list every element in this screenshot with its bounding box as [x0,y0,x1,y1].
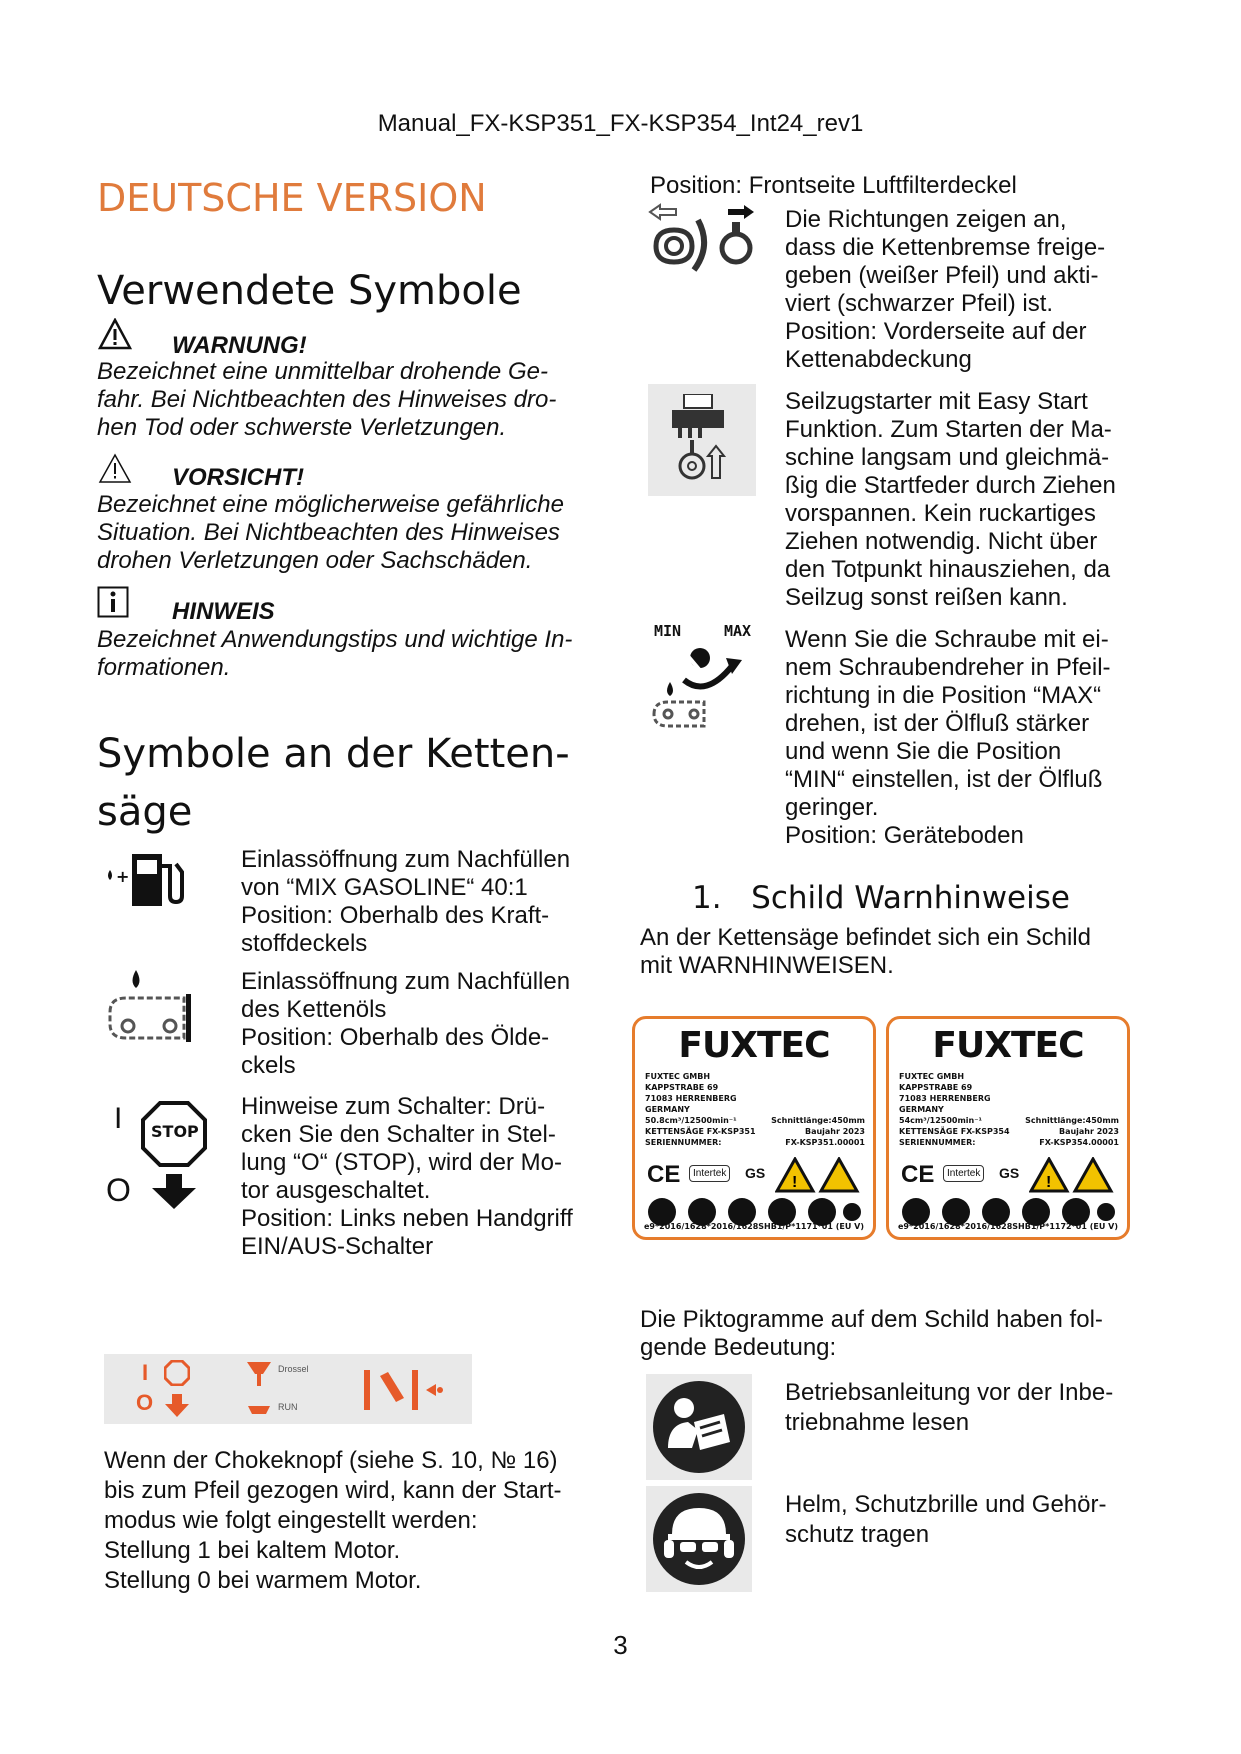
document-header: Manual_FX-KSP351_FX-KSP354_Int24_rev1 [377,110,864,137]
chain-oil-icon [100,968,196,1054]
protective-gear-pictogram-box [646,1486,752,1592]
intertek-mark: Intertek [689,1165,730,1182]
warning-plate-intro: An der Kettensäge befindet sich ein Schild mit WARNHINWEISEN. [640,924,1091,979]
warning-triangles-icon [1029,1157,1119,1193]
note-label: HINWEIS [172,598,275,625]
choke-graphic: I O Drossel RUN [104,1354,472,1424]
plate-specs: Schnittlänge:450mm Baujahr 2023 FX-KSP351.00001 [771,1116,865,1147]
gs-mark: GS [745,1165,766,1181]
oil-flow-icon [648,640,760,730]
on-off-switch-icon [100,1100,210,1212]
choke-start-arrow-icon [360,1366,450,1414]
ce-mark: CE [901,1161,935,1188]
caution-label: VORSICHT! [172,464,304,491]
intertek-mark: Intertek [943,1165,984,1182]
choke-run-label: RUN [278,1402,298,1412]
fuel-text: Einlassöffnung zum Nachfüllen von “MIX GASOLINE“ 40:1 Position: Oberhalb des Kraft- stoffdeckels [241,846,571,957]
read-manual-pictogram-box [646,1374,752,1480]
plate-approval: e9*2016/1628*2016/1628SHB1/P*1171*01 (EU V) [644,1222,864,1231]
protective-gear-text: Helm, Schutzbrille und Gehör- schutz tragen [785,1491,1107,1548]
caution-icon [98,452,132,484]
warning-plate-ksp354 [886,1016,1130,1240]
choke-lever-icon [246,1360,272,1418]
svg-text:!: ! [1046,1174,1052,1191]
chain-brake-text: Die Richtungen zeigen an, dass die Kettenbremse freige- geben (weißer Pfeil) und akti- viert (schwarzer Pfeil) ist. Position: Vorderseite auf der Kettenabdeckung [785,206,1106,373]
choke-stop-icon [164,1360,190,1386]
arrow-down-icon [150,1174,198,1210]
switch-text: Hinweise zum Schalter: Drü- cken Sie den Schalter in Stel- lung “O“ (STOP), wird der Mo- tor ausgeschaltet. Position: Links neben Handgriff EIN/AUS-Schalter [241,1093,573,1260]
plate-address: FUXTEC GMBH KAPPSTRABE 69 71083 HERRENBERG GERMANY 50.8cm³/12500min⁻¹ KETTENSÄGE FX-KSP351 SERIENNUMMER: [645,1072,756,1147]
choke-text: Wenn der Chokeknopf (siehe S. 10, № 16) bis zum Pfeil gezogen wird, kann der Start- modus wie folgt eingestellt werden: Stellung 1 bei kaltem Motor. Stellung 0 bei warmem Motor. [104,1447,562,1594]
on-symbol: I [114,1102,123,1135]
caution-text: Bezeichnet eine möglicherweise gefährliche Situation. Bei Nichtbeachten des Hinweises drohen Verletzungen oder Sachschäden. [97,491,564,574]
oil-refill-text: Einlassöffnung zum Nachfüllen des Kettenöls Position: Oberhalb des Ölde- ckels [241,968,571,1079]
page-number: 3 [613,1630,628,1660]
choke-drossel-label: Drossel [278,1364,309,1374]
oil-min-label: MIN [654,622,682,640]
chain-brake-icon [646,202,758,274]
easy-start-icon-box [648,384,756,496]
svg-text:!: ! [792,1174,798,1191]
plate-approval: e9*2016/1628*2016/1628SHB1/P*1172*01 (EU V) [898,1222,1118,1231]
symbols-heading: Verwendete Symbole [97,268,522,314]
off-symbol: O [106,1172,131,1208]
oil-flow-icon-box [648,620,760,730]
plate-address: FUXTEC GMBH KAPPSTRABE 69 71083 HERRENBERG GERMANY 54cm³/12500min⁻¹ KETTENSÄGE FX-KSP354 SERIENNUMMER: [899,1072,1010,1147]
helmet-goggles-ear-protection-icon [650,1490,748,1588]
warning-icon [98,318,132,350]
easy-start-icon [666,394,738,486]
warning-plate-heading: 1. Schild Warnhinweise [692,880,1070,916]
plate-specs: Schnittlänge:450mm Baujahr 2023 FX-KSP354.00001 [1025,1116,1119,1147]
read-manual-icon [650,1378,748,1476]
warning-text: Bezeichnet eine unmittelbar drohende Ge- fahr. Bei Nichtbeachten des Hinweises dro- hen Tod oder schwerste Verletzungen. [97,358,557,441]
warning-plate-ksp351 [632,1016,876,1240]
easy-start-text: Seilzugstarter mit Easy Start Funktion. Zum Starten der Ma- schine langsam und gleichmä- ßig die Startfeder durch Ziehen vorspannen. Kein ruckartiges Ziehen notwendig. Nicht über den Totpunkt hinausziehen, da Seilzug sonst reißen kann. [785,388,1116,611]
gs-mark: GS [999,1165,1020,1181]
plate-brand: FUXTEC [932,1025,1084,1066]
pictogram-intro: Die Piktogramme auf dem Schild haben fol- gende Bedeutung: [640,1306,1103,1361]
saw-symbols-heading: Symbole an der Ketten- säge [97,731,570,835]
version-title: DEUTSCHE VERSION [97,176,487,220]
info-icon [97,586,129,618]
position-filter: Position: Frontseite Luftfilterdeckel [650,172,1017,199]
stop-label: STOP [151,1122,199,1141]
warning-triangles-icon [775,1157,865,1193]
svg-text:+: + [116,867,130,886]
read-manual-text: Betriebsanleitung vor der Inbe- triebnahme lesen [785,1379,1114,1436]
fuel-refill-icon [100,848,192,910]
warning-label: WARNUNG! [172,332,307,359]
choke-arrow-down-icon [164,1394,190,1418]
oil-flow-text: Wenn Sie die Schraube mit ei- nem Schraubendreher in Pfeil- richtung in die Position “MAX“ drehen, ist der Ölfluß stärker und wenn Sie die Position “MIN“ einstellen, ist der Ölfluß geringer. Position: Geräteboden [785,626,1111,849]
ce-mark: CE [647,1161,681,1188]
plate-brand: FUXTEC [678,1025,830,1066]
note-text: Bezeichnet Anwendungstips und wichtige In- formationen. [97,626,573,681]
oil-max-label: MAX [724,622,752,640]
